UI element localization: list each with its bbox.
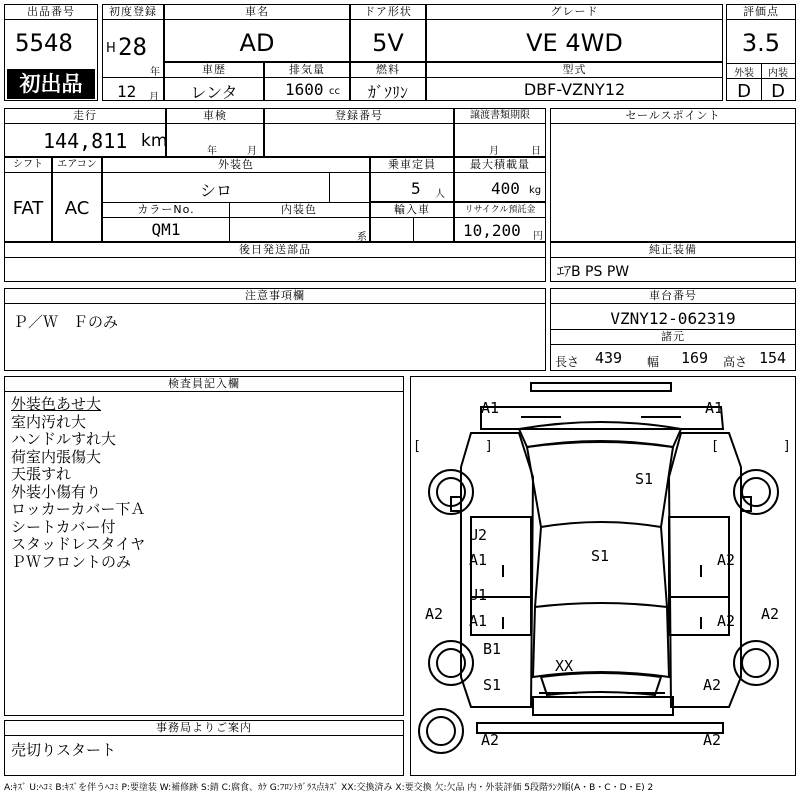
mark-right-fender: A2 <box>761 605 780 623</box>
transfer-day-unit: 日 <box>531 146 541 157</box>
chassis-box <box>550 288 796 371</box>
car-outline-diagram <box>411 377 795 775</box>
inspector-box <box>4 376 404 716</box>
sales-point-box <box>550 108 796 242</box>
score-box <box>726 4 796 101</box>
import-label: 輸入車 <box>371 203 453 218</box>
mark-u-lower: U1 <box>469 586 488 604</box>
seats-value: 5 <box>411 179 421 198</box>
ac-box <box>52 157 102 242</box>
color-code-label: カラーNo. <box>103 203 229 218</box>
mark-a-right-rear: A2 <box>703 676 722 694</box>
plate-label: 登録番号 <box>265 109 453 124</box>
shift-label: シフト <box>5 158 51 173</box>
color-value: シロ <box>199 181 232 200</box>
remark-line: スタッドレスタイヤ <box>11 535 146 553</box>
mark-rear-xx: XX <box>555 657 574 675</box>
score-ext-value: D <box>737 81 751 102</box>
bracket-left-close: ] <box>485 439 493 454</box>
equipment-label: 純正装備 <box>551 243 795 258</box>
mark-front-left: A1 <box>481 399 500 417</box>
registration-box <box>102 4 164 101</box>
color-box <box>102 157 370 242</box>
import-box <box>370 202 454 242</box>
recycle-unit: 円 <box>533 231 543 242</box>
mileage-label: 走行 <box>5 109 165 124</box>
mark-rear-left: A2 <box>481 731 500 749</box>
remark-line: 外装色あせ大 <box>11 395 102 413</box>
seats-label: 乗車定員 <box>371 158 453 173</box>
registration-year-unit: 年 <box>150 67 160 78</box>
transfer-label: 譲渡書類期限 <box>455 109 545 124</box>
mileage-unit: km <box>141 131 168 151</box>
sales-point-label: セールスポイント <box>551 109 795 124</box>
displacement-label: 排気量 <box>265 63 349 78</box>
ac-value: AC <box>64 198 90 219</box>
score-value: 3.5 <box>741 29 781 57</box>
shift-box <box>4 157 52 242</box>
height-label: 高さ <box>723 355 748 369</box>
displacement-box <box>264 62 350 101</box>
bracket-right-close: ] <box>783 439 791 454</box>
history-value: レンタ <box>190 83 238 102</box>
remark-line: シートカバー付 <box>11 517 116 536</box>
transfer-box <box>454 108 546 157</box>
door-value: 5V <box>372 29 404 57</box>
lot-box <box>4 4 98 101</box>
registration-label: 初度登録 <box>103 5 163 20</box>
door-box <box>350 4 426 62</box>
width-label: 幅 <box>647 355 660 369</box>
car-diagram-box <box>410 376 796 776</box>
equipment-value: ｴｱB PS PW <box>557 264 630 280</box>
mileage-box <box>4 108 166 157</box>
fuel-label: 燃料 <box>351 63 425 78</box>
office-box <box>4 720 404 776</box>
width-value: 169 <box>681 349 709 367</box>
load-value: 400 <box>491 179 520 198</box>
chassis-value: VZNY12-062319 <box>610 309 736 328</box>
load-unit: kg <box>529 185 542 196</box>
mark-rear-right: A2 <box>703 731 722 749</box>
door-label: ドア形状 <box>351 5 425 20</box>
registration-month: 12 <box>117 82 137 101</box>
remark-line: 室内汚れ大 <box>11 412 87 431</box>
registration-year: 28 <box>118 33 147 61</box>
model-label: 型式 <box>427 63 722 78</box>
fuel-box <box>350 62 426 101</box>
load-label: 最大積載量 <box>455 158 545 173</box>
length-label: 長さ <box>555 355 580 369</box>
model-value: DBF-VZNY12 <box>523 80 626 99</box>
seats-box <box>370 157 454 202</box>
remark-line: 天張すれ <box>11 465 72 483</box>
office-value: 売切りスタート <box>11 741 117 759</box>
mark-s-left-rear: S1 <box>483 676 502 694</box>
grade-value: VE 4WD <box>526 29 623 57</box>
mark-roof: S1 <box>591 547 610 565</box>
load-box <box>454 157 546 202</box>
notes-label: 注意事項欄 <box>5 289 545 304</box>
recycle-value: 10,200 <box>463 221 521 240</box>
inspection-box <box>166 108 264 157</box>
color-label: 外装色 <box>103 158 369 173</box>
remarks-list <box>11 396 145 571</box>
color-code-value: QM1 <box>151 220 181 239</box>
mark-b-left: B1 <box>483 640 502 658</box>
model-box <box>426 62 723 101</box>
mark-hood: S1 <box>635 470 654 488</box>
lot-label: 出品番号 <box>5 5 97 20</box>
remark-line: ロッカーカバー下Ａ <box>11 500 146 518</box>
remark-line: ＰＷフロントのみ <box>11 552 132 571</box>
mileage-value: 144,811 <box>43 129 128 153</box>
office-label: 事務局よりご案内 <box>5 721 403 736</box>
registration-month-unit: 月 <box>149 92 159 103</box>
mark-a-right-lower: A2 <box>717 612 736 630</box>
inspector-label: 検査員記入欄 <box>5 377 403 392</box>
mark-a-right-upper: A2 <box>717 551 736 569</box>
equipment-box <box>550 242 796 282</box>
score-int-value: D <box>771 81 785 102</box>
parts-label: 後日発送部品 <box>5 243 545 258</box>
mark-a-left-lower: A1 <box>469 612 488 630</box>
seats-unit: 人 <box>435 189 445 200</box>
name-label: 車名 <box>165 5 349 20</box>
remark-line: 荷室内張傷大 <box>11 447 102 466</box>
displacement-unit: cc <box>329 86 340 97</box>
shift-value: FAT <box>12 198 44 219</box>
history-label: 車歴 <box>165 63 263 78</box>
recycle-box <box>454 202 546 242</box>
mark-front-right: A1 <box>705 399 724 417</box>
displacement-value: 1600 <box>285 80 324 99</box>
fuel-value: ｶﾞｿﾘﾝ <box>367 83 408 102</box>
notes-value: Ｐ／Ｗ Ｆのみ <box>13 313 119 331</box>
legend-text: A:ｷｽﾞ U:ﾍｺﾐ B:ｷｽﾞを伴うﾍｺﾐ P:要塗装 W:補修跡 S:錆 C:腐食、ｶｹ G:ﾌﾛﾝﾄｶﾞﾗｽ点ｷｽﾞ XX:交換済み X:要交換 欠:欠品 内・外装評価 5段階ﾗﾝｸ順(A・B・C・D・E) 2 <box>4 783 654 793</box>
plate-box <box>264 108 454 157</box>
score-int-label: 内装 <box>768 68 788 79</box>
bracket-right-open: [ <box>711 439 719 454</box>
registration-era: H <box>106 41 116 56</box>
remark-line: 外装小傷有り <box>11 482 102 501</box>
interior-color-unit: 系 <box>357 232 367 243</box>
remark-line: ハンドルすれ大 <box>11 430 117 448</box>
dims-label: 諸元 <box>551 330 795 345</box>
inspection-label: 車検 <box>167 109 263 124</box>
lot-number: 5548 <box>15 29 73 57</box>
name-value: AD <box>239 29 275 57</box>
chassis-label: 車台番号 <box>551 289 795 304</box>
name-box <box>164 4 350 62</box>
length-value: 439 <box>595 349 623 367</box>
height-value: 154 <box>759 349 787 367</box>
grade-box <box>426 4 723 62</box>
recycle-label: リサイクル預託金 <box>455 203 545 218</box>
parts-box <box>4 242 546 282</box>
transfer-month-unit: 月 <box>489 146 499 157</box>
grade-label: グレード <box>427 5 722 20</box>
inspection-month-unit: 月 <box>247 146 257 157</box>
score-ext-label: 外装 <box>734 68 754 79</box>
bracket-left-open: [ <box>413 439 421 454</box>
mark-a-left-upper: A1 <box>469 551 488 569</box>
score-label: 評価点 <box>727 5 795 20</box>
history-box <box>164 62 264 101</box>
notes-box <box>4 288 546 371</box>
mark-left-fender: A2 <box>425 605 444 623</box>
first-listing-badge: 初出品 <box>7 69 95 99</box>
ac-label: エアコン <box>53 158 101 173</box>
inspection-year-unit: 年 <box>207 146 217 157</box>
mark-u-upper: U2 <box>469 526 488 544</box>
interior-color-label: 内装色 <box>229 203 369 218</box>
